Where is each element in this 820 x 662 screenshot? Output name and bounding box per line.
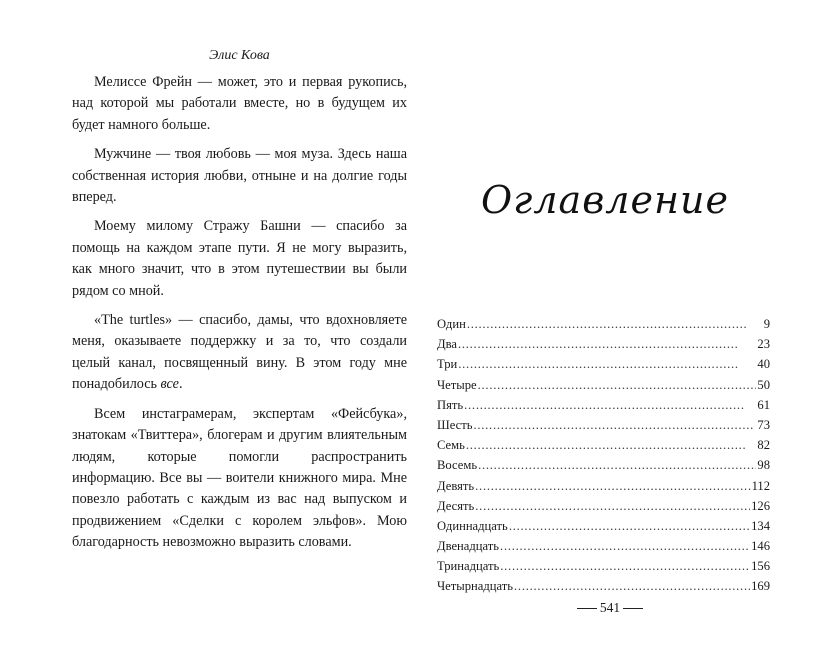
toc-entry-title: Один [437,317,466,331]
toc-entry-title: Два [437,337,457,352]
toc-leader-dots [458,337,756,352]
toc-entry-page: 61 [757,397,770,412]
toc-entry [437,378,770,398]
toc-entry-title: Восемь [437,458,478,473]
folio-rule-left [577,608,597,609]
toc-entry-title: Десять [437,498,475,513]
folio-rule-right [623,608,643,609]
paragraph: Мелиссе Фрейн — может, это и первая рукопись, над которой мы работали вместе, но в будущем их будет намного больше. [72,74,407,133]
toc-entry-page: 126 [751,498,770,513]
toc-entry-title: Шесть [437,417,473,432]
toc-entry-title: Три [437,357,458,372]
toc-entry-title: Двенадцать [437,539,500,554]
toc-leader-dots [478,378,757,393]
toc-entry-page: 50 [757,377,770,392]
toc-leader-dots [464,398,756,413]
toc-entry-page: 156 [751,559,770,574]
toc-leader-dots [514,579,750,594]
toc-entry [437,458,770,478]
toc-leader-dots [458,357,756,372]
paragraph-text: «The turtles» — спасибо, дамы, что вдохновляете меня, оказываете поддержку и за то, что создали целый канал, посвященный вину. В этом году мне понадобилось [72,312,407,393]
toc-entry [437,579,770,599]
toc-entry [437,438,770,458]
toc-entry [437,398,770,418]
toc-entry-page: 98 [757,458,770,473]
toc-entry-title: Тринадцать [437,559,500,574]
toc-leader-dots [500,559,750,574]
toc-entry-title: Семь [437,438,465,453]
toc-leader-dots [473,418,756,433]
paragraph: Моему милому Стражу Башни — спасибо за помощь на каждом этапе пути. Я не могу выразить, как много значит, что в этом путешествии вы были рядом со мной. [72,218,407,299]
toc-entry [437,539,770,559]
toc-entry [437,337,770,357]
running-head-author: Элис Кова [209,48,270,63]
toc-leader-dots [475,499,750,514]
toc-leader-dots [466,438,757,453]
page-number [510,600,710,616]
toc-entry-page: 146 [751,539,770,554]
toc-leader-dots [467,317,763,332]
toc-entry [437,418,770,438]
acknowledgements-text [72,72,407,562]
right-page [410,0,820,662]
toc-entry-title: Четырнадцать [437,579,514,594]
toc-entry-page: 73 [757,417,770,432]
toc-entry [437,559,770,579]
table-of-contents [437,317,770,600]
toc-entry-title: Пять [437,397,464,412]
toc-leader-dots [475,479,750,494]
toc-entry-title: Четыре [437,377,477,392]
paragraph-turtles [72,310,407,396]
toc-entry-page: 40 [757,357,770,372]
toc-entry [437,317,770,337]
toc-entry-page: 169 [751,579,770,594]
toc-entry-title: Одиннадцать [437,518,508,533]
paragraph-end: . [178,376,183,393]
emphasis-text: все [160,376,179,393]
toc-title: Оглавление [480,178,729,222]
paragraph: Всем инстаграмерам, экспертам «Фейсбука», знатокам «Твиттера», блогерам и другим влиятельным людям, которые помогли распространить информацию. Все вы — воители книжного мира. Мне повезло работать с каждым из вас над выпуском и продвижением «Сделки с королем эльфов». Мою благодарность невозможно выразить словами. [72,405,407,551]
toc-entry [437,479,770,499]
toc-entry-page: 23 [757,337,770,352]
toc-entry-page: 9 [763,317,770,331]
toc-leader-dots [509,519,750,534]
toc-entry [437,357,770,377]
toc-entry-page: 134 [751,518,770,533]
toc-leader-dots [478,458,756,473]
toc-leader-dots [500,539,750,554]
folio-number: 541 [599,600,621,615]
paragraph: Мужчине — твоя любовь — моя муза. Здесь наша собственная история любви, отныне и на долгие годы вперед. [72,146,407,206]
toc-entry-page: 112 [751,478,770,493]
toc-entry-title: Девять [437,478,475,493]
toc-entry [437,519,770,539]
toc-entry-page: 82 [757,438,770,453]
toc-entry [437,499,770,519]
